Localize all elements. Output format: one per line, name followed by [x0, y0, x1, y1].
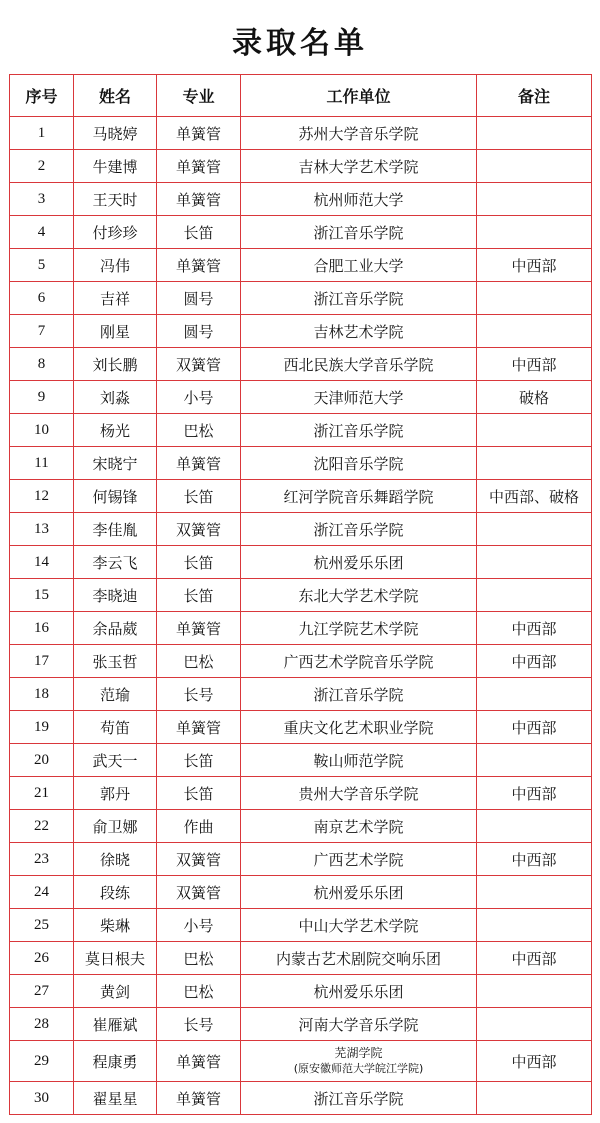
- row-unit: 杭州师范大学: [241, 183, 477, 216]
- row-note: [477, 1082, 592, 1115]
- row-index: 13: [10, 513, 74, 546]
- row-note: [477, 414, 592, 447]
- row-major: 单簧管: [157, 1041, 241, 1082]
- row-unit-line2: (原安徽师范大学皖江学院): [293, 1062, 424, 1075]
- row-note: [477, 183, 592, 216]
- row-name: 莫日根夫: [74, 942, 157, 975]
- row-unit: 广西艺术学院: [241, 843, 477, 876]
- row-index: 23: [10, 843, 74, 876]
- table-row: [10, 909, 592, 942]
- row-major: 圆号: [157, 282, 241, 315]
- row-index: 9: [10, 381, 74, 414]
- table-row: [10, 447, 592, 480]
- row-major: 巴松: [157, 645, 241, 678]
- row-major: 长号: [157, 678, 241, 711]
- table-row: [10, 810, 592, 843]
- header-major: 专业: [157, 75, 241, 117]
- row-note: [477, 909, 592, 942]
- row-major: 长笛: [157, 777, 241, 810]
- row-note: 中西部: [477, 843, 592, 876]
- row-name: 苟笛: [74, 711, 157, 744]
- table-row: [10, 150, 592, 183]
- row-major: 圆号: [157, 315, 241, 348]
- row-unit: 杭州爱乐乐团: [241, 876, 477, 909]
- row-name: 李晓迪: [74, 579, 157, 612]
- row-name: 柴琳: [74, 909, 157, 942]
- row-major: 小号: [157, 381, 241, 414]
- table-row: [10, 975, 592, 1008]
- row-name: 李佳胤: [74, 513, 157, 546]
- table-row: [10, 843, 592, 876]
- row-major: 双簧管: [157, 843, 241, 876]
- row-note: [477, 744, 592, 777]
- row-note: 中西部: [477, 612, 592, 645]
- row-major: 单簧管: [157, 612, 241, 645]
- row-note: [477, 579, 592, 612]
- row-unit: 内蒙古艺术剧院交响乐团: [241, 942, 477, 975]
- row-major: 小号: [157, 909, 241, 942]
- row-note: 中西部: [477, 1041, 592, 1082]
- row-name: 刘淼: [74, 381, 157, 414]
- row-major: 单簧管: [157, 117, 241, 150]
- table-row: [10, 480, 592, 513]
- row-index: 4: [10, 216, 74, 249]
- row-name: 范瑜: [74, 678, 157, 711]
- row-note: [477, 117, 592, 150]
- row-index: 11: [10, 447, 74, 480]
- row-index: 26: [10, 942, 74, 975]
- row-major: 双簧管: [157, 876, 241, 909]
- row-major: 巴松: [157, 414, 241, 447]
- table-row: [10, 249, 592, 282]
- row-name: 段练: [74, 876, 157, 909]
- table-row: [10, 678, 592, 711]
- row-note: [477, 975, 592, 1008]
- row-index: 10: [10, 414, 74, 447]
- row-name: 吉祥: [74, 282, 157, 315]
- row-index: 3: [10, 183, 74, 216]
- row-major: 单簧管: [157, 249, 241, 282]
- row-name: 冯伟: [74, 249, 157, 282]
- row-name: 杨光: [74, 414, 157, 447]
- row-name: 刚星: [74, 315, 157, 348]
- row-name: 马晓婷: [74, 117, 157, 150]
- row-major: 长笛: [157, 744, 241, 777]
- row-name: 翟星星: [74, 1082, 157, 1115]
- row-unit: [241, 1041, 477, 1082]
- row-note: [477, 810, 592, 843]
- row-unit: 浙江音乐学院: [241, 1082, 477, 1115]
- row-unit: 浙江音乐学院: [241, 678, 477, 711]
- row-note: [477, 447, 592, 480]
- row-index: 21: [10, 777, 74, 810]
- row-major: 巴松: [157, 975, 241, 1008]
- row-unit: 浙江音乐学院: [241, 282, 477, 315]
- row-index: 29: [10, 1041, 74, 1082]
- header-note: 备注: [477, 75, 592, 117]
- row-index: 12: [10, 480, 74, 513]
- row-unit-line1: 芜湖学院: [334, 1046, 383, 1060]
- row-major: 单簧管: [157, 447, 241, 480]
- header-name: 姓名: [74, 75, 157, 117]
- row-name: 刘长鹏: [74, 348, 157, 381]
- table-row: [10, 744, 592, 777]
- row-index: 6: [10, 282, 74, 315]
- row-note: 破格: [477, 381, 592, 414]
- row-unit: 西北民族大学音乐学院: [241, 348, 477, 381]
- row-note: 中西部: [477, 777, 592, 810]
- row-unit: 浙江音乐学院: [241, 216, 477, 249]
- row-unit: 红河学院音乐舞蹈学院: [241, 480, 477, 513]
- table-row: [10, 381, 592, 414]
- table-row: [10, 183, 592, 216]
- row-index: 17: [10, 645, 74, 678]
- row-major: 单簧管: [157, 183, 241, 216]
- row-index: 25: [10, 909, 74, 942]
- row-name: 郭丹: [74, 777, 157, 810]
- table-row: [10, 513, 592, 546]
- row-index: 19: [10, 711, 74, 744]
- table-row: [10, 1041, 592, 1082]
- row-name: 宋晓宁: [74, 447, 157, 480]
- row-major: 长笛: [157, 216, 241, 249]
- table-row: [10, 1008, 592, 1041]
- row-note: 中西部: [477, 249, 592, 282]
- row-name: 余品葳: [74, 612, 157, 645]
- row-name: 付珍珍: [74, 216, 157, 249]
- row-name: 程康勇: [74, 1041, 157, 1082]
- header-index: 序号: [10, 75, 74, 117]
- page-title: 录取名单: [232, 26, 368, 61]
- row-note: [477, 546, 592, 579]
- table-row: [10, 282, 592, 315]
- header-unit: 工作单位: [241, 75, 477, 117]
- row-name: 李云飞: [74, 546, 157, 579]
- row-name: 武天一: [74, 744, 157, 777]
- row-unit: 杭州爱乐乐团: [241, 546, 477, 579]
- row-unit: 南京艺术学院: [241, 810, 477, 843]
- row-unit: 广西艺术学院音乐学院: [241, 645, 477, 678]
- row-unit: 吉林大学艺术学院: [241, 150, 477, 183]
- row-index: 7: [10, 315, 74, 348]
- row-name: 王天时: [74, 183, 157, 216]
- row-major: 巴松: [157, 942, 241, 975]
- row-name: 徐晓: [74, 843, 157, 876]
- row-major: 单簧管: [157, 1082, 241, 1115]
- table-row: [10, 711, 592, 744]
- row-major: 双簧管: [157, 513, 241, 546]
- table-row: [10, 546, 592, 579]
- row-unit: 天津师范大学: [241, 381, 477, 414]
- row-name: 崔雁斌: [74, 1008, 157, 1041]
- row-note: [477, 513, 592, 546]
- row-unit: 杭州爱乐乐团: [241, 975, 477, 1008]
- row-major: 单簧管: [157, 711, 241, 744]
- row-index: 20: [10, 744, 74, 777]
- row-name: 张玉哲: [74, 645, 157, 678]
- row-name: 牛建博: [74, 150, 157, 183]
- row-note: [477, 876, 592, 909]
- row-note: 中西部: [477, 645, 592, 678]
- admission-table: [9, 74, 592, 1115]
- row-index: 18: [10, 678, 74, 711]
- row-major: 作曲: [157, 810, 241, 843]
- table-row: [10, 216, 592, 249]
- row-major: 长号: [157, 1008, 241, 1041]
- table-header-row: [10, 75, 592, 117]
- table-row: [10, 942, 592, 975]
- table-row: [10, 348, 592, 381]
- row-unit: 重庆文化艺术职业学院: [241, 711, 477, 744]
- row-note: 中西部: [477, 348, 592, 381]
- row-name: 俞卫娜: [74, 810, 157, 843]
- row-note: 中西部: [477, 711, 592, 744]
- row-note: [477, 150, 592, 183]
- row-unit: 鞍山师范学院: [241, 744, 477, 777]
- row-index: 14: [10, 546, 74, 579]
- table-row: [10, 777, 592, 810]
- row-note: 中西部、破格: [477, 480, 592, 513]
- row-unit: 贵州大学音乐学院: [241, 777, 477, 810]
- row-unit: 河南大学音乐学院: [241, 1008, 477, 1041]
- table-row: [10, 612, 592, 645]
- table-body: [10, 117, 592, 1115]
- row-index: 27: [10, 975, 74, 1008]
- row-note: [477, 282, 592, 315]
- row-index: 2: [10, 150, 74, 183]
- row-note: [477, 1008, 592, 1041]
- row-index: 5: [10, 249, 74, 282]
- row-major: 长笛: [157, 480, 241, 513]
- row-note: [477, 678, 592, 711]
- row-name: 何锡锋: [74, 480, 157, 513]
- row-unit: 合肥工业大学: [241, 249, 477, 282]
- row-index: 15: [10, 579, 74, 612]
- table-row: [10, 1082, 592, 1115]
- row-index: 1: [10, 117, 74, 150]
- row-note: [477, 216, 592, 249]
- row-major: 长笛: [157, 546, 241, 579]
- table-row: [10, 414, 592, 447]
- row-major: 双簧管: [157, 348, 241, 381]
- row-major: 单簧管: [157, 150, 241, 183]
- table-row: [10, 876, 592, 909]
- row-index: 30: [10, 1082, 74, 1115]
- row-unit: 沈阳音乐学院: [241, 447, 477, 480]
- row-index: 24: [10, 876, 74, 909]
- row-unit: 浙江音乐学院: [241, 414, 477, 447]
- row-note: [477, 315, 592, 348]
- row-name: 黄剑: [74, 975, 157, 1008]
- row-unit: 中山大学艺术学院: [241, 909, 477, 942]
- row-unit: 九江学院艺术学院: [241, 612, 477, 645]
- row-unit: 苏州大学音乐学院: [241, 117, 477, 150]
- row-index: 8: [10, 348, 74, 381]
- row-index: 16: [10, 612, 74, 645]
- row-unit: 吉林艺术学院: [241, 315, 477, 348]
- table-row: [10, 645, 592, 678]
- row-unit: 浙江音乐学院: [241, 513, 477, 546]
- table-row: [10, 579, 592, 612]
- row-index: 22: [10, 810, 74, 843]
- row-index: 28: [10, 1008, 74, 1041]
- row-major: 长笛: [157, 579, 241, 612]
- table-row: [10, 315, 592, 348]
- table-row: [10, 117, 592, 150]
- row-unit: 东北大学艺术学院: [241, 579, 477, 612]
- row-note: 中西部: [477, 942, 592, 975]
